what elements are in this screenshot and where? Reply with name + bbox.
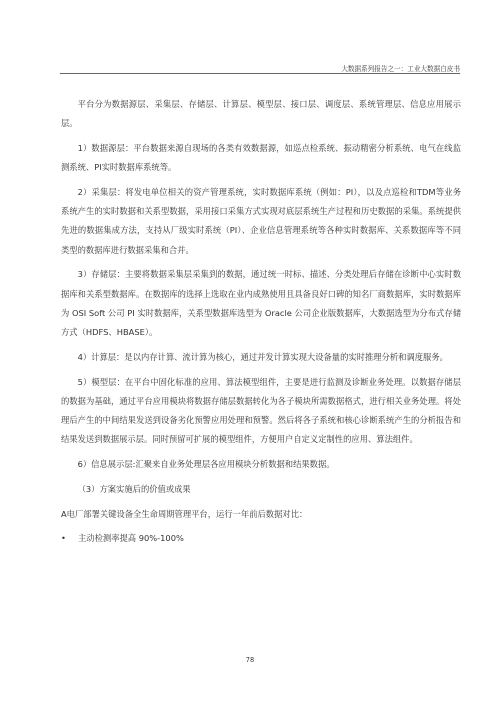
paragraph-plant-comparison: A电厂部署关键设备全生命周期管理平台，运行一年前后数据对比： [61,508,308,519]
bullet-dot-icon: • [61,533,66,544]
paragraph-model-layer: 5）模型层：在平台中固化标准的应用、算法模型组件，主要是进行监测及诊断业务处理。以数据存储层的数据为基础，通过平台应用模块将数据存储层数据转化为各子模块所需数据格式，进行相关业务处理。将处理后产生的中间结果发送到设备劣化预警应用处理和预警。然后将各子系统和核心诊断系统产生的分析报告和结果发送到数据展示层。同时预留可扩展的模型组件，方便用户自定义定制性的应用、算法组件。 [61,376,461,445]
bullet-text: 主动检测率提高 90%-100% [78,533,184,544]
page-body [61,95,461,549]
section-heading-value: （3）方案实施后的价值或成果 [77,483,191,494]
bullet-item [61,529,461,548]
running-header: 大数据系列报告之一：工业大数据白皮书 [341,65,460,73]
page-number: 78 [245,656,255,664]
paragraph-layers-overview: 平台分为数据源层、采集层、存储层、计算层、模型层、接口层、调度层、系统管理层、信息应用展示层。 [61,99,461,129]
paragraph-storage-layer: 3）存储层：主要将数据采集层采集到的数据，通过统一时标、描述、分类处理后存储在诊断中心实时数据库和关系型数据库。在数据库的选择上选取在业内成熟使用且具备良好口碑的知名厂商数据库，实时数据库为 OSI Soft 公司 PI 实时数据库，关系型数据库选型为 Oracle 公司企业版数据库，大数据选型为分布式存储方式（HDFS、HBASE）。 [61,269,461,338]
paragraph-display-layer: 6）信息展示层:汇聚来自业务处理层各应用模块分析数据和结果数据。 [77,459,335,470]
paragraph-compute-layer: 4）计算层：是以内存计算、流计算为核心，通过并发计算实现大设备量的实时推理分析和调度服务。 [77,351,448,362]
paragraph-data-source-layer: 1）数据源层：平台数据来源自现场的各类有效数据源，如巡点检系统、振动精密分析系统、电气在线监测系统、PI实时数据库系统等。 [61,143,461,173]
header-rule [60,73,460,74]
paragraph-collection-layer: 2）采集层：将发电单位相关的资产管理系统，实时数据库系统（例如：PI），以及点巡检和TDM等业务系统产生的实时数据和关系型数据，采用接口采集方式实现对底层系统生产过程和历史数据的采集。系统提供先进的数据集成方法，支持从厂级实时系统（PI）、企业信息管理系统等各种实时数据库、关系数据库等不同类型的数据库进行数据采集和合并。 [61,187,461,255]
